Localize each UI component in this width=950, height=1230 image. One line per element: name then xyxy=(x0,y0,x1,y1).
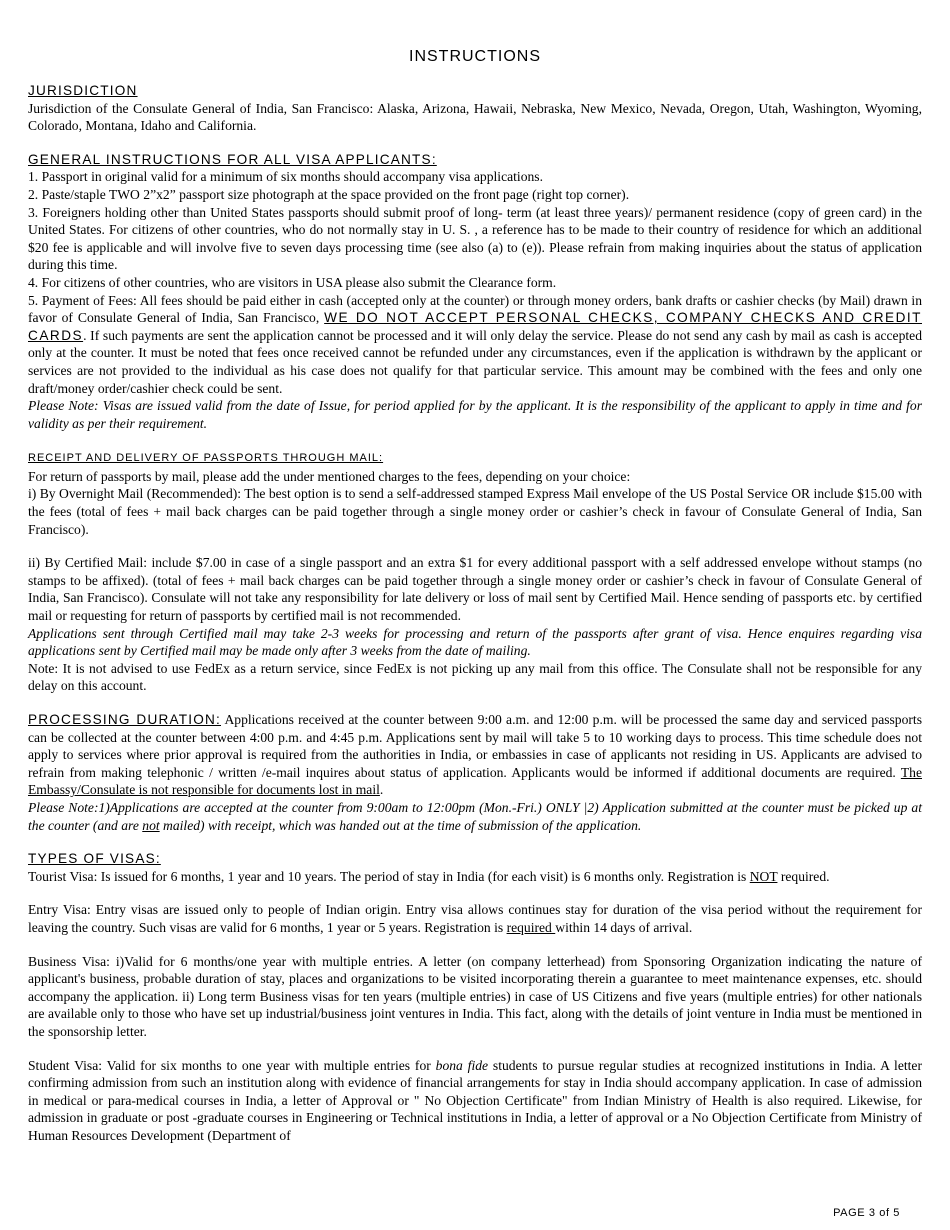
instructions-page xyxy=(28,48,922,1144)
tourist-visa-start: Tourist Visa: Is issued for 6 months, 1 year and 10 years. The period of stay in India (for each visit) is 6 months only. Registration is xyxy=(28,868,750,884)
validity-note: Please Note: Visas are issued valid from the date of Issue, for period applied for by the applicant. It is the responsibility of the applicant to apply in time and for validity as per their requirement. xyxy=(28,398,922,431)
certified-mail-section xyxy=(28,554,922,695)
overnight-mail-option: i) By Overnight Mail (Recommended): The best option is to send a self-addressed stamped Express Mail envelope of the US Postal Service OR include $15.00 with the fees (total of fees + mail back charges can be paid together through a single money order or cashier’s check in favour of Consulate General of India, San Francisco). xyxy=(28,486,922,537)
general-item-5-end: . If such payments are sent the application cannot be processed and it will only delay the service. Please do not send any cash by mail as cash is accepted only at the counter. It must be noted that fees once received cannot be refunded under any circumstances, even if the application is withdrawn by the applicant or services are not provided to the individual as his case does not qualify for that particular service. This amount may be combined with the fees and only one draft/money order/cashier check could be sent. xyxy=(28,327,922,396)
receipt-section xyxy=(28,448,922,538)
entry-visa-required: required xyxy=(506,919,556,935)
types-section xyxy=(28,850,922,885)
page-title: INSTRUCTIONS xyxy=(409,48,541,65)
entry-visa-start: Entry Visa: Entry visas are issued only to people of Indian origin. Entry visa allows continues stay for duration of the visa period without the requirement for leaving the country. Such visas are valid for 6 months, 1 year or 5 years. Registration is xyxy=(28,902,922,935)
general-item-2: 2. Paste/staple TWO 2”x2” passport size photograph at the space provided on the front page (right top corner). xyxy=(28,186,630,202)
no-checks-notice: WE DO NOT ACCEPT PERSONAL CHECKS, COMPANY CHECKS AND CREDIT CARDS xyxy=(28,310,922,343)
processing-heading: PROCESSING DURATION: xyxy=(28,712,221,727)
tourist-visa-not: NOT xyxy=(749,868,778,884)
certified-mail-option: ii) By Certified Mail: include $7.00 in case of a single passport and an extra $1 for every additional passport with a self addressed envelope without stamps (no stamps to be affixed). (total of fees + mail back charges can be paid together through a single money order or cashier’s check in favour of Consulate General of India, San Francisco). Consulate will not take any responsibility for late delivery or loss of mail sent by Certified Mail. Hence sending of passports etc. by certified mail or requesting for return of passports by certified mail is not recommended. xyxy=(28,555,922,624)
counter-note-start: Please Note:1)Applications are accepted at the counter from 9:00am to 12:00pm (Mon.-Fri.) ONLY |2) Application submitted at the counter must be picked up at the counter (and are xyxy=(28,799,922,833)
fedex-note: Note: It is not advised to use FedEx as a return service, since FedEx is not picking up any mail from this office. The Consulate shall not be responsible for any delay on this account. xyxy=(28,660,922,694)
general-instructions xyxy=(28,151,922,433)
page-number: PAGE 3 of 5 xyxy=(833,1207,900,1219)
processing-text: Applications received at the counter between 9:00 a.m. and 12:00 p.m. will be processed the same day and serviced passports can be collected at the counter between 4:00 p.m. and 4:45 p.m. Applications sent by mail will take 5 to 10 working days to process. This time schedule does not apply to services where prior approval is required from the authorities in India, or embassies in case of applicants not residing in US. Applicants are advised to refrain from making telephonic / written /e-mail inquires about status of application. Applicants would be informed if additional documents are required. xyxy=(28,712,922,780)
receipt-heading: RECEIPT AND DELIVERY OF PASSPORTS THROUGH MAIL: xyxy=(28,452,384,465)
general-heading: GENERAL INSTRUCTIONS FOR ALL VISA APPLICANTS: xyxy=(28,151,437,167)
jurisdiction-heading: JURISDICTION xyxy=(28,83,138,98)
jurisdiction-section xyxy=(28,82,922,135)
general-item-4: 4. For citizens of other countries, who are visitors in USA please also submit the Clearance form. xyxy=(28,274,557,290)
student-visa xyxy=(28,1057,922,1145)
processing-period: . xyxy=(379,782,384,798)
processing-section xyxy=(28,711,922,834)
lost-mail-disclaimer: The Embassy/Consulate is not responsible for documents lost in mail xyxy=(28,764,922,798)
student-visa-end: students to pursue regular studies at recognized institutions in India. A letter confirming admission from such an institution along with evidence of financial arrangements for stay in India should accompany application. In case of admission in medical or para-medical courses in India, a letter of Approval or " No Objection Certificate" from Indian Ministry of Health is also required. Likewise, for admission in graduate or post -graduate courses in Engineering or Technical institutions in India, a letter of approval or a No Objection Certificate from Ministry of Human Resources Development (Department of xyxy=(28,1057,922,1143)
general-item-3: 3. Foreigners holding other than United States passports should submit proof of long- term (at least three years)/ permanent residence (copy of green card) in the United States. For citizens of other countries, who do not normally stay in U. S. , a reference has to be made to their country of residence for which an additional $20 fee is applicable and will involve five to seven days processing time (see also (a) to (e)). Please refrain from making inquiries about the status of application during this time. xyxy=(28,204,922,273)
jurisdiction-text: Jurisdiction of the Consulate General of India, San Francisco: Alaska, Arizona, Hawaii, Nebraska, New Mexico, Nevada, Oregon, Utah, Washington, Wyoming, Colorado, Montana, Idaho and California. xyxy=(28,100,922,134)
counter-note-not: not xyxy=(142,817,160,833)
receipt-intro: For return of passports by mail, please add the under mentioned charges to the fees, depending on your choice: xyxy=(28,468,631,484)
counter-note-end: mailed) with receipt, which was handed out at the time of submission of the application. xyxy=(159,817,642,833)
business-visa: Business Visa: i)Valid for 6 months/one year with multiple entries. A letter (on company letterhead) from Sponsoring Organization indicating the nature of applicant's business, probable duration of stay, places and organizations to be visited incorporating therein a guarantee to meet maintenance expenses, etc. should accompany the application. ii) Long term Business visas for ten years (multiple entries) in case of US Citizens and five years (multiple entries) for other nationals are available only to those who have set up industrial/business joint ventures in India. This fact, along with the details of joint venture in India must be mentioned in the sponsorship letter. xyxy=(28,953,922,1039)
certified-mail-note: Applications sent through Certified mail may take 2-3 weeks for processing and return of the passports after grant of visa. Hence enquires regarding visa applications sent by Certified mail may be made only after 3 weeks from the date of mailing. xyxy=(28,625,922,659)
types-heading: TYPES OF VISAS: xyxy=(28,851,161,867)
student-visa-bona-fide: bona fide xyxy=(435,1057,489,1073)
entry-visa-end: within 14 days of arrival. xyxy=(555,919,693,935)
general-item-1: 1. Passport in original valid for a minimum of six months should accompany visa applications. xyxy=(28,169,543,185)
general-item-5-start: 5. Payment of Fees: All fees should be paid either in cash (accepted only at the counter) or through money orders, bank drafts or cashier checks (by Mail) drawn in favor of Consulate General of India, San Francisco, xyxy=(28,292,922,326)
student-visa-start: Student Visa: Valid for six months to one year with multiple entries for xyxy=(28,1057,436,1073)
tourist-visa-end: required. xyxy=(777,868,830,884)
entry-visa xyxy=(28,901,922,936)
